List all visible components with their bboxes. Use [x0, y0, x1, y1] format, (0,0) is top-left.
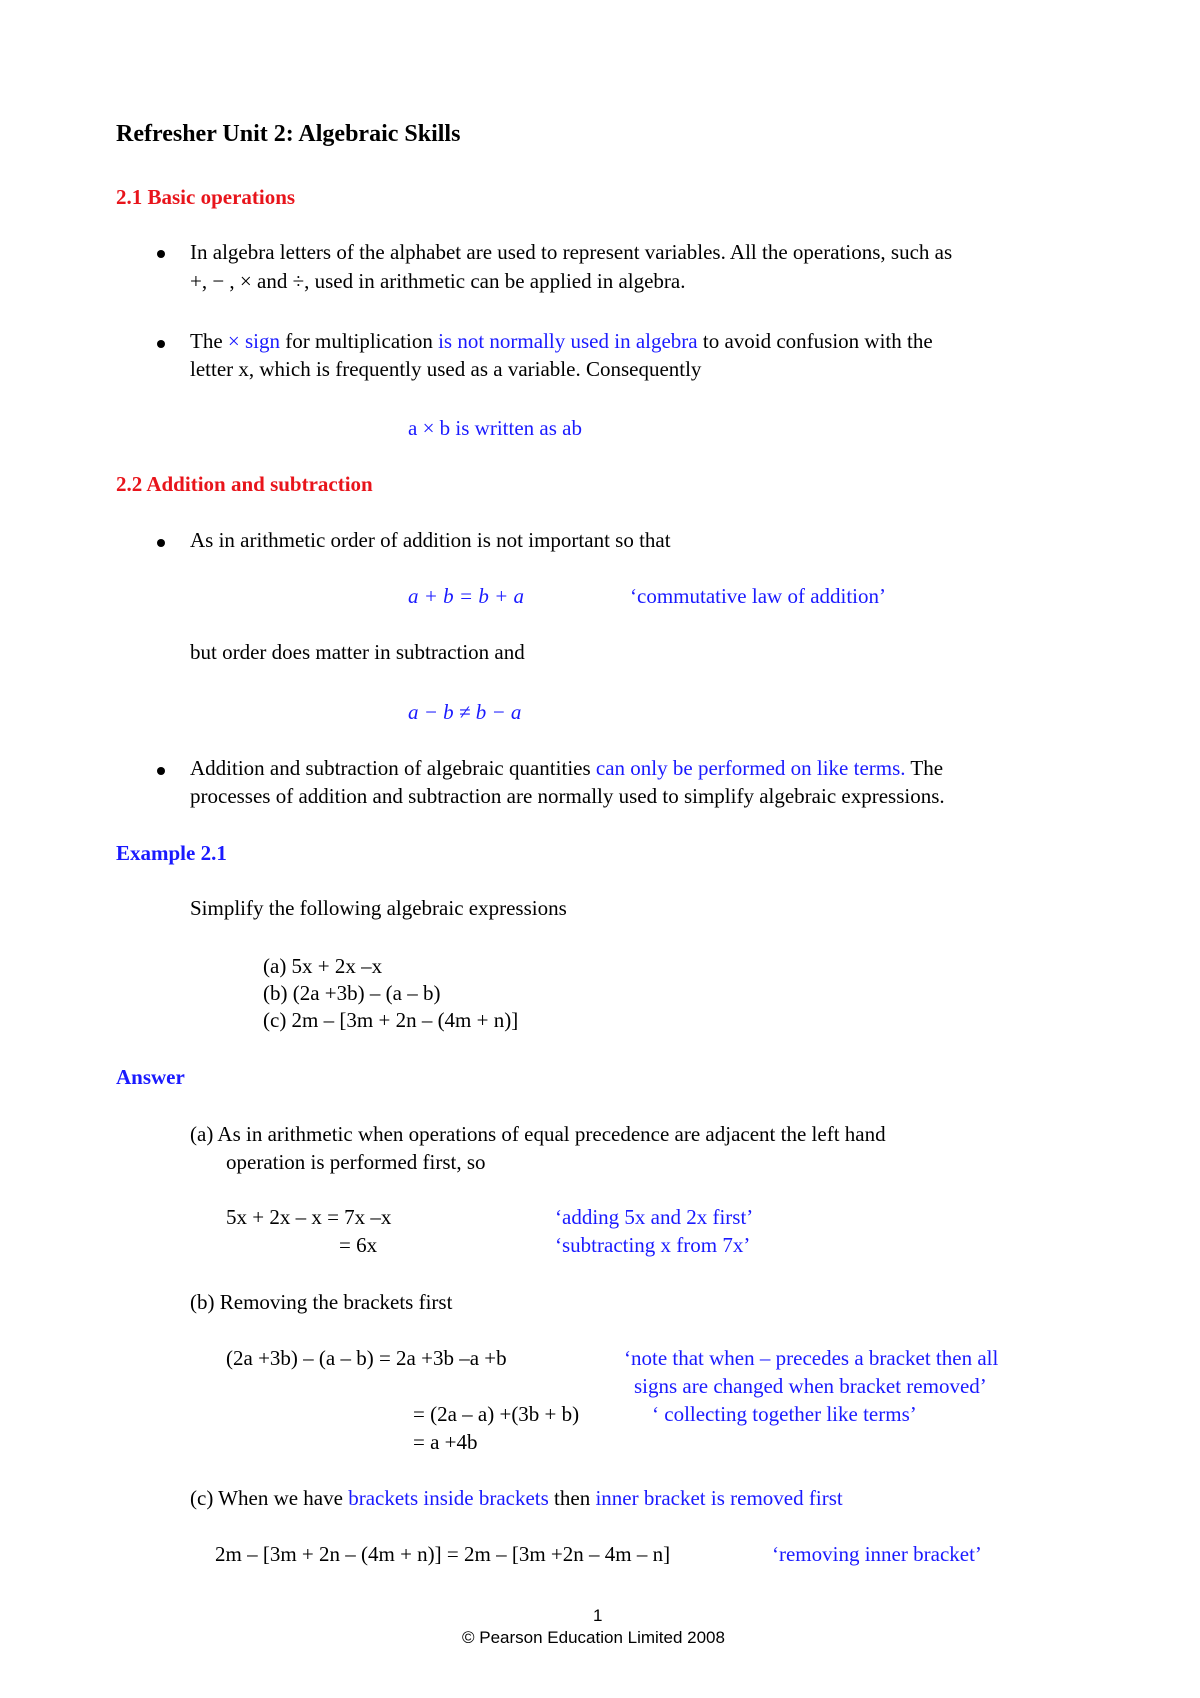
- paragraph-line: [190, 756, 943, 781]
- equation-note: ‘commutative law of addition’: [630, 584, 887, 608]
- equation-note: ‘ collecting together like terms’: [652, 1402, 917, 1426]
- paragraph-line: processes of addition and subtraction are normally used to simplify algebraic expressions.: [190, 784, 945, 808]
- highlight-text: brackets inside brackets: [348, 1486, 549, 1510]
- paragraph-line: but order does matter in subtraction and: [190, 640, 525, 664]
- paragraph-line: +, − , × and ÷, used in arithmetic can be applied in algebra.: [190, 269, 686, 293]
- paragraph-line: letter x, which is frequently used as a variable. Consequently: [190, 357, 702, 381]
- equation: a + b = b + a: [408, 584, 525, 608]
- section-heading-basic-operations: 2.1 Basic operations: [116, 185, 296, 209]
- highlight-text: × sign: [227, 329, 281, 353]
- text: to avoid confusion with the: [697, 329, 933, 353]
- equation: = 6x: [339, 1233, 378, 1257]
- paragraph-line: As in arithmetic order of addition is not important so that: [190, 528, 671, 552]
- equation: 2m – [3m + 2n – (4m + n)] = 2m – [3m +2n – 4m – n]: [215, 1542, 671, 1566]
- bullet-icon: [157, 250, 165, 258]
- copyright: © Pearson Education Limited 2008: [462, 1628, 725, 1647]
- bullet-icon: [157, 340, 165, 348]
- text: Addition and subtraction of algebraic quantities: [190, 756, 596, 780]
- equation-note: ‘adding 5x and 2x first’: [555, 1205, 754, 1229]
- equation: = a +4b: [413, 1430, 478, 1454]
- text: The: [905, 756, 944, 780]
- paragraph-line: In algebra letters of the alphabet are used to represent variables. All the operations, such as: [190, 240, 953, 264]
- equation-note: ‘subtracting x from 7x’: [555, 1233, 751, 1257]
- example-heading: Example 2.1: [116, 841, 227, 865]
- section-heading-addition-subtraction: 2.2 Addition and subtraction: [116, 472, 373, 496]
- example-item: (c) 2m – [3m + 2n – (4m + n)]: [263, 1008, 519, 1032]
- equation: a − b ≠ b − a: [408, 700, 522, 724]
- equation-note: signs are changed when bracket removed’: [634, 1374, 987, 1398]
- paragraph-line: [190, 1486, 843, 1511]
- paragraph-line: [190, 329, 933, 354]
- highlight-text: inner bracket is removed first: [595, 1486, 843, 1510]
- page-number: 1: [593, 1606, 603, 1625]
- equation: (2a +3b) – (a – b) = 2a +3b –a +b: [226, 1346, 507, 1370]
- text: then: [548, 1486, 596, 1510]
- text: (c) When we have: [190, 1486, 349, 1510]
- bullet-icon: [157, 767, 165, 775]
- equation-note: ‘note that when – precedes a bracket then all: [624, 1346, 999, 1370]
- paragraph-line: (b) Removing the brackets first: [190, 1290, 453, 1314]
- paragraph-line: operation is performed first, so: [226, 1150, 486, 1174]
- example-item: (a) 5x + 2x –x: [263, 954, 383, 978]
- highlight-text: is not normally used in algebra: [438, 329, 698, 353]
- page-title: Refresher Unit 2: Algebraic Skills: [116, 121, 461, 147]
- bullet-icon: [157, 539, 165, 547]
- formula: a × b is written as ab: [408, 416, 582, 440]
- equation: 5x + 2x – x = 7x –x: [226, 1205, 392, 1229]
- paragraph-line: Simplify the following algebraic expressions: [190, 896, 567, 920]
- equation-note: ‘removing inner bracket’: [772, 1542, 982, 1566]
- paragraph-line: (a) As in arithmetic when operations of equal precedence are adjacent the left hand: [190, 1122, 886, 1146]
- equation: = (2a – a) +(3b + b): [413, 1402, 580, 1426]
- highlight-text: can only be performed on like terms.: [595, 756, 906, 780]
- text: The: [190, 329, 228, 353]
- answer-heading: Answer: [116, 1065, 185, 1089]
- example-item: (b) (2a +3b) – (a – b): [263, 981, 441, 1005]
- text: for multiplication: [280, 329, 439, 353]
